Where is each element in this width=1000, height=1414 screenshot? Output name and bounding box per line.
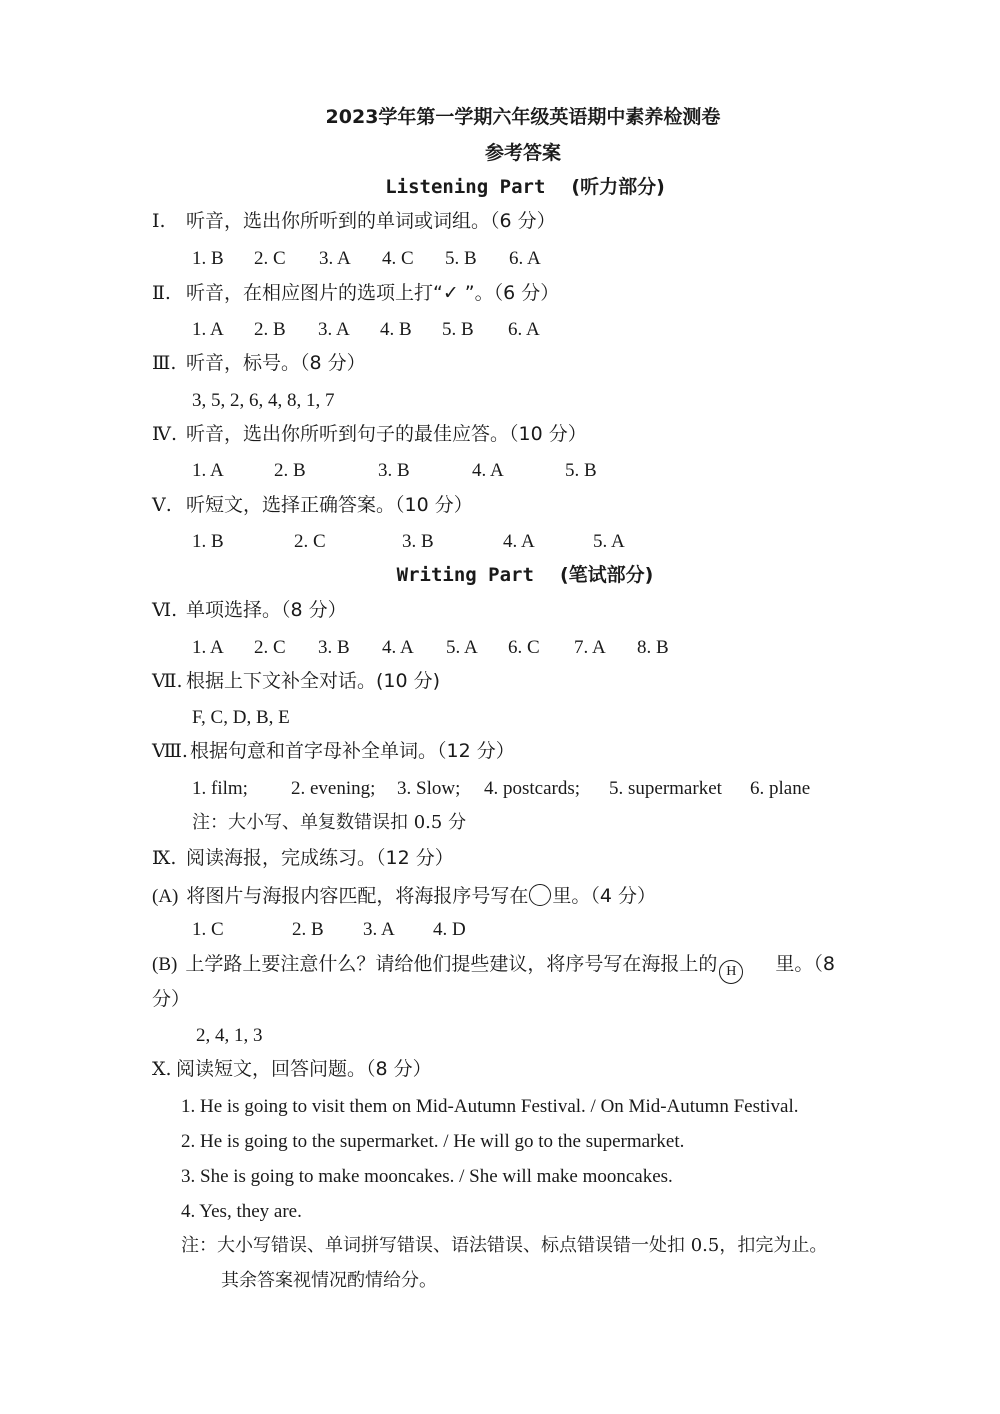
blank-circle-icon [529,884,551,906]
answer-item: 5. B [565,460,597,481]
page-subtitle: 参考答案 [484,142,561,164]
answer-item: 4. A [472,460,504,481]
answer-item: 1. A [192,637,224,658]
answer-item: 2. C [254,248,286,269]
answer-item: 4. C [382,248,414,269]
section-10-note-1: 注：大小写错误、单词拼写错误、语法错误、标点错误错一处扣 0.5，扣完为止。 [181,1235,828,1256]
circled-letter-icon: H [719,960,743,984]
section-10-answer-2: 2. He is going to the supermarket. / He will go to the supermarket. [181,1131,685,1152]
writing-part-cn: (笔试部分) [559,564,654,586]
answer-item: 4. A [503,531,535,552]
section-2-title: 听音，在相应图片的选项上打“✓ ”。（6 分） [186,282,560,304]
writing-part-en: Writing Part [396,564,534,586]
section-8-number: Ⅷ. [152,740,188,762]
section-8-heading [152,742,515,761]
answer-item: 1. C [192,919,224,940]
section-10-answer-3: 3. She is going to make mooncakes. / She will make mooncakes. [181,1166,673,1187]
answer-item: 2. B [254,319,286,340]
answer-item: 4. B [380,319,412,340]
answer-item: 3. A [319,248,351,269]
section-4-number: Ⅳ. [152,423,178,445]
section-9a-prompt [152,884,656,906]
listening-part-en: Listening Part [385,176,546,198]
answer-item: 6. plane [750,778,811,799]
answer-item: 3. B [378,460,410,481]
answer-item: 2. evening; [291,778,376,799]
section-9b-text: 上学路上要注意什么？请给他们提些建议，将序号写在海报上的 [185,953,718,975]
section-1-answers [192,249,541,268]
section-9b-prompt [152,955,835,984]
page-title: 2023学年第一学期六年级英语期中素养检测卷 [325,106,721,128]
section-2-heading [152,284,559,303]
answer-item: 5. A [593,531,625,552]
section-4-answers [192,461,597,480]
section-5-heading [152,496,473,515]
answer-item: 3. A [363,919,395,940]
section-10-note-2: 其余答案视情况酌情给分。 [221,1270,437,1291]
answer-item: 2. C [254,637,286,658]
section-7-heading [152,672,440,691]
section-6-answers [192,638,669,657]
section-7-title: 根据上下文补全对话。(10 分) [186,670,441,692]
section-9a-text-end: 里。（4 分） [552,885,657,907]
section-9a-answers [192,920,466,939]
listening-part-cn: (听力部分) [571,176,665,198]
section-3-heading [152,354,366,373]
answer-item: 1. B [192,531,224,552]
section-1-number: Ⅰ. [152,210,166,232]
section-8-note: 注：大小写、单复数错误扣 0.5 分 [192,812,467,833]
section-5-answers [192,532,625,551]
section-9a-text: 将图片与海报内容匹配，将海报序号写在 [186,885,529,907]
answer-item: 5. B [442,319,474,340]
section-9-number: Ⅸ. [152,847,177,869]
section-6-title: 单项选择。（8 分） [186,599,347,621]
section-10-answer-1: 1. He is going to visit them on Mid-Autumn Festival. / On Mid-Autumn Festival. [181,1096,799,1117]
answer-item: 5. A [446,637,478,658]
answer-item: 1. film; [192,778,248,799]
answer-item: 2. B [274,460,306,481]
answer-item: 1. A [192,460,224,481]
section-9b-label: (B) [152,954,178,975]
section-3-title: 听音，标号。（8 分） [186,352,366,374]
section-6-heading [152,601,347,620]
answer-item: 1. A [192,319,224,340]
answer-item: 3. Slow; [397,778,461,799]
section-8-title: 根据句意和首字母补全单词。（12 分） [190,740,515,762]
answer-item: 2. B [292,919,324,940]
section-9b-text-wrap: 分） [152,988,191,1010]
answer-item: 2. C [294,531,326,552]
section-2-answers [192,320,540,339]
answer-item: 4. D [433,919,466,940]
section-5-number: Ⅴ. [152,494,172,516]
section-1-heading [152,212,556,231]
answer-item: 1. B [192,248,224,269]
section-7-answer: F, C, D, B, E [192,707,290,728]
answer-item: 3. B [402,531,434,552]
section-9a-label: (A) [152,886,179,907]
writing-part-heading [0,566,1000,585]
section-8-answers [192,779,810,798]
section-1-title: 听音，选出你所听到的单词或词组。（6 分） [186,210,556,232]
section-4-heading [152,425,587,444]
section-10-number: Ⅹ. [152,1058,172,1080]
answer-item: 5. B [445,248,477,269]
section-2-number: Ⅱ. [152,282,171,304]
section-9b-answer: 2, 4, 1, 3 [196,1025,263,1046]
section-5-title: 听短文，选择正确答案。（10 分） [186,494,473,516]
section-3-number: Ⅲ. [152,352,177,374]
section-6-number: Ⅵ. [152,599,178,621]
listening-part-heading [0,178,1000,197]
section-9-title: 阅读海报，完成练习。（12 分） [186,847,454,869]
section-9-heading [152,849,454,868]
answer-item: 6. A [509,248,541,269]
section-3-answer: 3, 5, 2, 6, 4, 8, 1, 7 [192,390,335,411]
answer-item: 6. A [508,319,540,340]
section-9b-text-end: 里。（8 [775,953,835,975]
answer-item: 3. A [318,319,350,340]
answer-item: 3. B [318,637,350,658]
answer-item: 7. A [574,637,606,658]
section-4-title: 听音，选出你所听到句子的最佳应答。（10 分） [186,423,587,445]
section-10-title: 阅读短文，回答问题。（8 分） [176,1058,432,1080]
section-10-heading [152,1060,432,1079]
answer-item: 8. B [637,637,669,658]
answer-item: 4. A [382,637,414,658]
section-7-number: Ⅶ. [152,670,183,692]
answer-item: 4. postcards; [484,778,581,799]
section-10-answer-4: 4. Yes, they are. [181,1201,302,1222]
answer-item: 6. C [508,637,540,658]
answer-item: 5. supermarket [609,778,722,799]
